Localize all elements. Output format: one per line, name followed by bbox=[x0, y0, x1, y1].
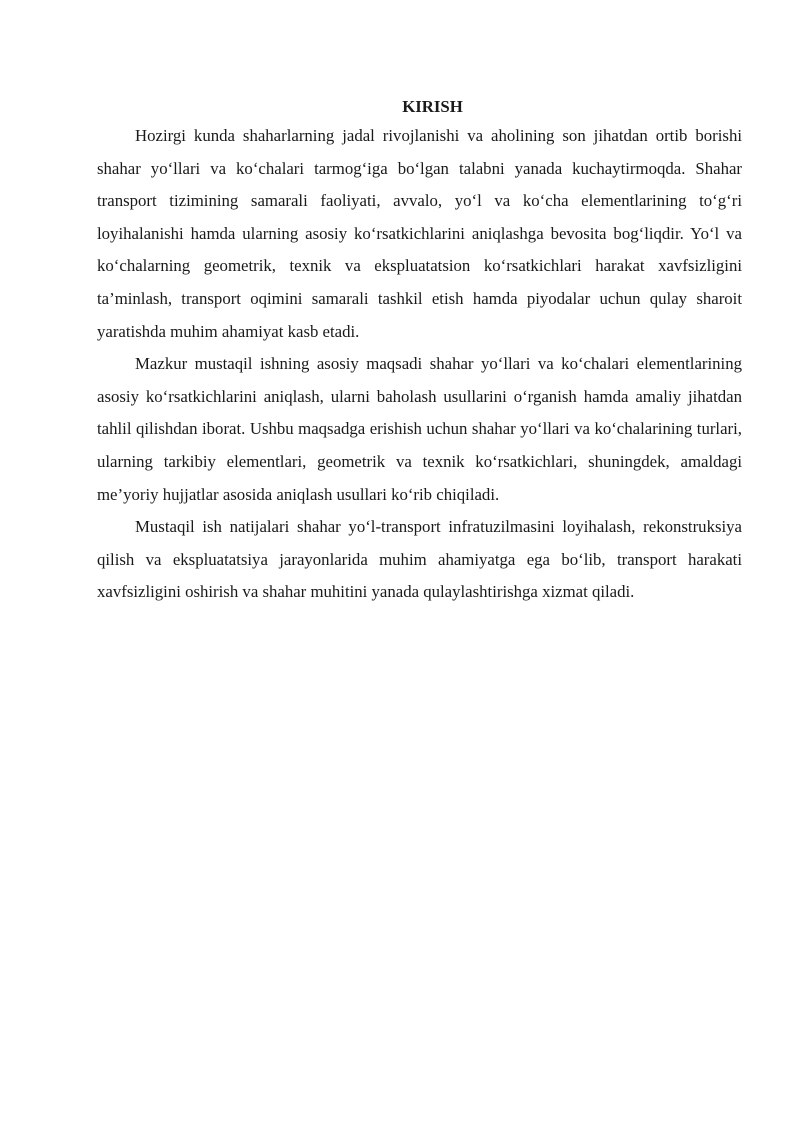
paragraph-goal: Mazkur mustaqil ishning asosiy maqsadi shahar yo‘llari va ko‘chalari elementlarining asosiy ko‘rsatkichlarini aniqlash, ularni baholash usullarini o‘rganish hamda amaliy jihatdan tahlil qilishdan iborat. Ushbu maqsadga erishish uchun shahar yo‘llari va ko‘chalarining turlari, ularning tarkibiy elementlari, geometrik va texnik ko‘rsatkichlari, shuningdek, amaldagi me’yoriy hujjatlar asosida aniqlash usullari ko‘rib chiqiladi. bbox=[97, 354, 742, 504]
document-body bbox=[97, 94, 742, 609]
section-heading: KIRISH bbox=[402, 97, 463, 116]
paragraph-intro: Hozirgi kunda shaharlarning jadal rivojlanishi va aholining son jihatdan ortib borishi shahar yo‘llari va ko‘chalari tarmog‘iga bo‘lgan talabni yanada kuchaytirmoqda. Shahar transport tizimining samarali faoliyati, avvalo, yo‘l va ko‘cha elementlarining to‘g‘ri loyihalanishi hamda ularning asosiy ko‘rsatkichlarini aniqlashga bevosita bog‘liqdir. Yo‘l va ko‘chalarning geometrik, texnik va ekspluatatsion ko‘rsatkichlari harakat xavfsizligini ta’minlash, transport oqimini samarali tashkil etish hamda piyodalar uchun qulay sharoit yaratishda muhim ahamiyat kasb etadi. bbox=[97, 126, 742, 341]
paragraph-results: Mustaqil ish natijalari shahar yo‘l-transport infratuzilmasini loyihalash, rekonstruksiya qilish va ekspluatatsiya jarayonlarida muhim ahamiyatga ega bo‘lib, transport harakati xavfsizligini oshirish va shahar muhitini yanada qulaylashtirishga xizmat qiladi. bbox=[97, 517, 742, 602]
